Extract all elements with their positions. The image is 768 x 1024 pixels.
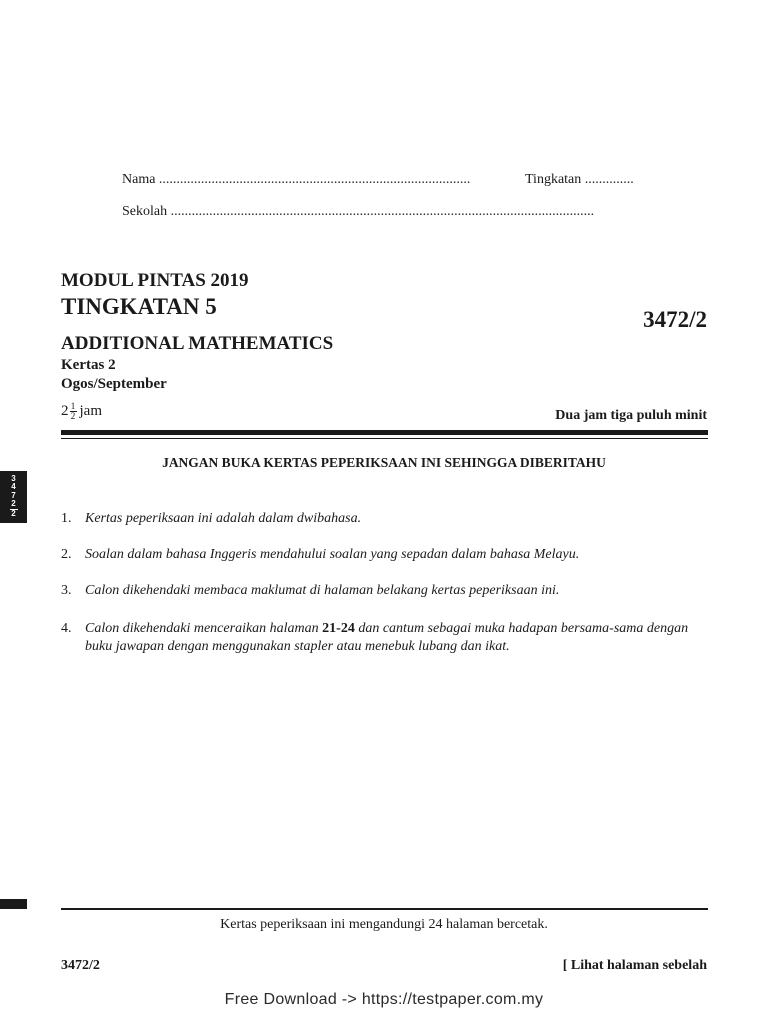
side-tab-digit: 2: [11, 499, 16, 509]
footer-rule: [61, 908, 708, 910]
side-tab-digit: 7: [11, 490, 16, 500]
subject-title: ADDITIONAL MATHEMATICS: [61, 333, 334, 354]
paper-number: Kertas 2: [61, 357, 116, 373]
paper-code: 3472/2: [643, 307, 707, 332]
instruction-text: [85, 620, 701, 656]
header-rule-thick: [61, 430, 708, 435]
duration-whole: 2: [61, 403, 69, 419]
side-tab-digit: 3: [11, 474, 16, 483]
instruction-text: Soalan dalam bahasa Inggeris mendahului soalan yang sepadan dalam bahasa Melayu.: [85, 547, 580, 562]
fraction-denominator: 2: [70, 411, 76, 421]
side-tab-digit: 4: [11, 482, 16, 492]
class-field-line: Tingkatan ..............: [525, 172, 634, 187]
instruction-text-part: dan cantum sebagai muka hadapan bersama-sama dengan buku jawapan dengan menggunakan stapler atau menebuk lubang dan ikat.: [85, 621, 689, 654]
fraction-numerator: 1: [70, 401, 76, 411]
instruction-text-part: Calon dikehendaki menceraikan halaman: [85, 621, 323, 636]
header-rule-thin: [61, 438, 708, 439]
side-code-tab: [0, 471, 27, 523]
instruction-number: 3.: [61, 583, 72, 598]
form-title: TINGKATAN 5: [61, 294, 217, 319]
instruction-pages: 21-24: [322, 621, 355, 636]
page-count-note: Kertas peperiksaan ini mengandungi 24 halaman bercetak.: [220, 917, 548, 932]
warning-notice: JANGAN BUKA KERTAS PEPERIKSAAN INI SEHINGGA DIBERITAHU: [162, 455, 606, 470]
instruction-number: 2.: [61, 547, 72, 562]
side-marker: [0, 899, 27, 909]
duration-fraction: [70, 402, 77, 421]
instruction-text: Calon dikehendaki membaca maklumat di halaman belakang kertas peperiksaan ini.: [85, 583, 560, 598]
module-title: MODUL PINTAS 2019: [61, 270, 249, 291]
instruction-item: [61, 582, 721, 600]
instruction-item: [61, 546, 721, 564]
instruction-number: 4.: [61, 621, 72, 636]
instruction-item: [61, 620, 701, 656]
footer-paper-code: 3472/2: [61, 958, 100, 973]
next-page-note: [ Lihat halaman sebelah: [562, 958, 707, 973]
duration-words: Dua jam tiga puluh minit: [555, 408, 707, 423]
instruction-item: [61, 510, 721, 528]
name-field-line: Nama .........................................................................................: [122, 172, 471, 187]
download-link[interactable]: Free Download -> https://testpaper.com.my: [224, 991, 544, 1008]
exam-month: Ogos/September: [61, 376, 167, 392]
duration-unit: jam: [79, 403, 102, 419]
duration-short: [61, 402, 102, 421]
school-field-line: Sekolah .........................................................................................................................: [122, 204, 595, 219]
side-tab-digit: 2: [11, 508, 16, 518]
instruction-number: 1.: [61, 511, 72, 526]
instruction-text: Kertas peperiksaan ini adalah dalam dwibahasa.: [85, 511, 362, 526]
